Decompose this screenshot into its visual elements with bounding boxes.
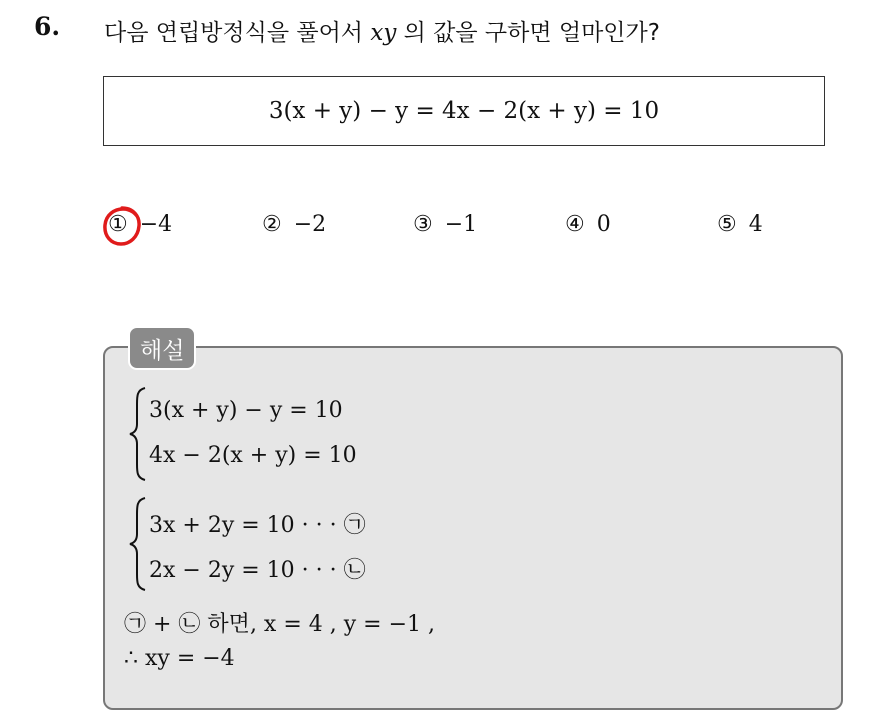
system2-line-2: 2x − 2y = 10 · · · ㉡ [149, 558, 366, 583]
choice-5[interactable] [717, 212, 763, 237]
question-number: 6. [34, 12, 61, 41]
choice-mark: ⑤ [717, 212, 737, 237]
left-brace-icon [128, 386, 148, 482]
system2-line-1: 3x + 2y = 10 · · · ㉠ [149, 513, 366, 538]
choice-mark: ③ [413, 212, 433, 237]
choice-4[interactable] [565, 212, 611, 237]
question-text [104, 14, 660, 47]
choice-value: 4 [748, 212, 763, 237]
question-text-before: 다음 연립방정식을 풀어서 [104, 20, 371, 46]
choice-value: −4 [139, 212, 173, 237]
solution-step [124, 607, 435, 638]
choice-value: −1 [444, 212, 478, 237]
choice-value: −2 [293, 212, 327, 237]
system1-line-2: 4x − 2(x + y) = 10 [149, 443, 357, 468]
question-variable: xy [370, 20, 397, 46]
choice-mark: ① [108, 212, 128, 237]
solution-tag: 해설 [128, 326, 196, 370]
choice-mark: ② [262, 212, 282, 237]
solution-step-a: ㉠ + ㉡ [124, 612, 208, 637]
choice-value: 0 [596, 212, 611, 237]
left-brace-icon [128, 496, 148, 592]
question-text-after: 의 값을 구하면 얼마인가? [396, 20, 660, 46]
choice-3[interactable] [413, 212, 477, 237]
choice-1[interactable] [108, 212, 172, 237]
choice-2[interactable] [262, 212, 326, 237]
equation-box [103, 76, 825, 146]
solution-step-c: , x = 4 , y = −1 , [249, 612, 435, 637]
selected-circle-icon [100, 204, 144, 248]
solution-conclusion: ∴ xy = −4 [124, 646, 235, 671]
equation: 3(x + y) − y = 4x − 2(x + y) = 10 [268, 98, 660, 124]
choice-mark: ④ [565, 212, 585, 237]
solution-step-b: 하면 [207, 612, 250, 637]
answer-choices [0, 212, 884, 246]
system1-line-1: 3(x + y) − y = 10 [149, 398, 343, 423]
